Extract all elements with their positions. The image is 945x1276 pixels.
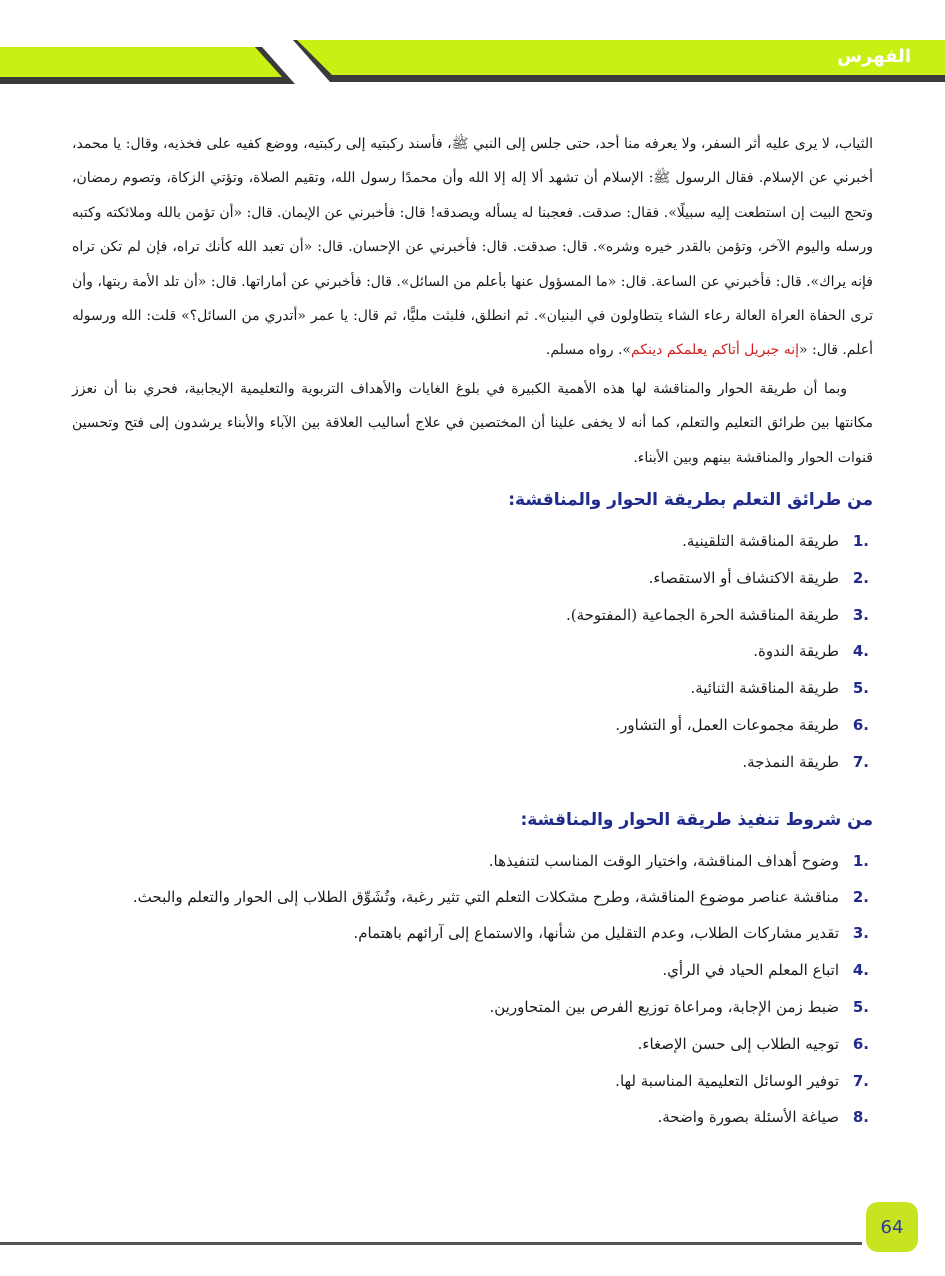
list-number: 7. — [852, 752, 869, 771]
list-text: وضوح أهداف المناقشة، واختيار الوقت المناسب لتنفيذها. — [488, 851, 839, 870]
methods-list — [72, 523, 873, 781]
list-number: 4. — [852, 642, 869, 661]
list-number: 5. — [852, 998, 869, 1017]
list-number: 3. — [852, 605, 869, 624]
list-item — [72, 560, 869, 597]
list-item — [72, 597, 869, 634]
list-item — [72, 1099, 869, 1136]
list-item — [72, 633, 869, 670]
list-item — [72, 952, 869, 989]
list-text: طريقة المناقشة الحرة الجماعية (المفتوحة). — [566, 605, 839, 624]
list-text: طريقة النمذجة. — [742, 752, 839, 771]
section-heading-methods: من طرائق التعلم بطريقة الحوار والمناقشة: — [508, 490, 873, 511]
hadith-highlight: إنه جبريل أتاكم يعلمكم دينكم — [630, 342, 800, 359]
list-number: 6. — [852, 1034, 869, 1053]
conditions-list — [72, 843, 873, 1137]
list-item — [72, 1063, 869, 1100]
list-text: طريقة الاكتشاف أو الاستقصاء. — [648, 568, 839, 587]
list-text: طريقة مجموعات العمل، أو التشاور. — [615, 716, 839, 735]
list-item — [72, 879, 869, 915]
list-item — [72, 744, 869, 781]
list-number: 8. — [852, 1108, 869, 1127]
list-item — [72, 707, 869, 744]
header-banner-shape — [0, 0, 945, 95]
list-item — [72, 915, 869, 952]
list-number: 1. — [852, 851, 869, 870]
page-number-badge — [866, 1202, 918, 1252]
list-text: طريقة الندوة. — [753, 642, 839, 661]
list-number: 2. — [852, 568, 869, 587]
list-number: 7. — [852, 1071, 869, 1090]
list-text: طريقة المناقشة التلقينية. — [682, 532, 839, 551]
list-number: 2. — [852, 888, 869, 907]
list-text: صياغة الأسئلة بصورة واضحة. — [657, 1108, 839, 1127]
list-text: مناقشة عناصر موضوع المناقشة، وطرح مشكلات التعلم التي تثير رغبة، وتُشَوِّق الطلاب إلى الحوار والتعلم والبحث. — [132, 888, 839, 907]
list-item — [72, 843, 869, 880]
hadith-paragraph — [72, 127, 873, 368]
hadith-text: الثياب، لا يرى عليه أثر السفر، ولا يعرفه منا أحد، حتى جلس إلى النبي ﷺ، فأسند ركبتيه إلى ركبتيه، ووضع كفيه على فخذيه، وقال: يا محمد، أخبرني عن الإسلام. فقال الرسول ﷺ: الإسلام أن تشهد ألا إله إلا الله وأن محمدًا رسول الله، وتقيم الصلاة، وتؤتي الزكاة، وتصوم رمضان، وتحج البيت إن استطعت إليه سبيلًا». فقال: صدقت. فعجبنا له يسأله ويصدقه! قال: فأخبرني عن الإيمان. قال: «أن تؤمن بالله وملائكته وكتبه ورسله واليوم الآخر، وتؤمن بالقدر خيره وشره». قال: صدقت. قال: فأخبرني عن الإحسان. قال: «أن تعبد الله كأنك تراه، فإن لم تكن تراه فإنه يراك». قال: فأخبرني عن الساعة. قال: «ما المسؤول عنها بأعلم من السائل». قال: فأخبرني عن أماراتها. قال: «أن تلد الأمة ربتها، وأن ترى الحفاة العراة العالة رعاء الشاء يتطاولون في البنيان». ثم انطلق، فلبثت مليًّا، ثم قال: يا عمر «أتدري من السائل؟» قلت: الله ورسوله أعلم. قال: « — [72, 136, 874, 359]
list-number: 4. — [852, 961, 869, 980]
page-number: 64 — [880, 1216, 904, 1238]
list-item — [72, 523, 869, 560]
list-text: تقدير مشاركات الطلاب، وعدم التقليل من شأنها، والاستماع إلى آرائهم باهتمام. — [353, 924, 839, 943]
list-number: 5. — [852, 679, 869, 698]
page-header — [0, 0, 945, 95]
list-item — [72, 670, 869, 707]
index-link[interactable]: الفهرس — [837, 46, 911, 67]
list-item — [72, 989, 869, 1026]
section-heading-conditions: من شروط تنفيذ طريقة الحوار والمناقشة: — [520, 809, 873, 830]
list-number: 6. — [852, 716, 869, 735]
list-text: اتباع المعلم الحياد في الرأي. — [662, 961, 839, 980]
intro-paragraph: وبما أن طريقة الحوار والمناقشة لها هذه الأهمية الكبيرة في بلوغ الغايات والأهداف التربوية والتعليمية الإيجابية، فحري بنا أن نعزز مكانتها بين طرائق التعليم والتعلم، كما أنه لا يخفى علينا أن المختصين في علاج أساليب العلاقة بين الآباء والأبناء يرشدون إلى فتح وتحسين قنوات الحوار والمناقشة بينهم وبين الأبناء. — [72, 380, 873, 466]
list-item — [72, 1026, 869, 1063]
list-number: 1. — [852, 532, 869, 551]
list-text: ضبط زمن الإجابة، ومراعاة توزيع الفرص بين المتحاورين. — [489, 998, 839, 1017]
list-text: طريقة المناقشة الثنائية. — [690, 679, 839, 698]
main-content — [72, 127, 873, 1136]
hadith-ending: ». رواه مسلم. — [545, 342, 631, 359]
footer-divider — [0, 1242, 862, 1245]
list-text: توجيه الطلاب إلى حسن الإصغاء. — [637, 1034, 839, 1053]
list-text: توفير الوسائل التعليمية المناسبة لها. — [615, 1071, 839, 1090]
list-number: 3. — [852, 924, 869, 943]
